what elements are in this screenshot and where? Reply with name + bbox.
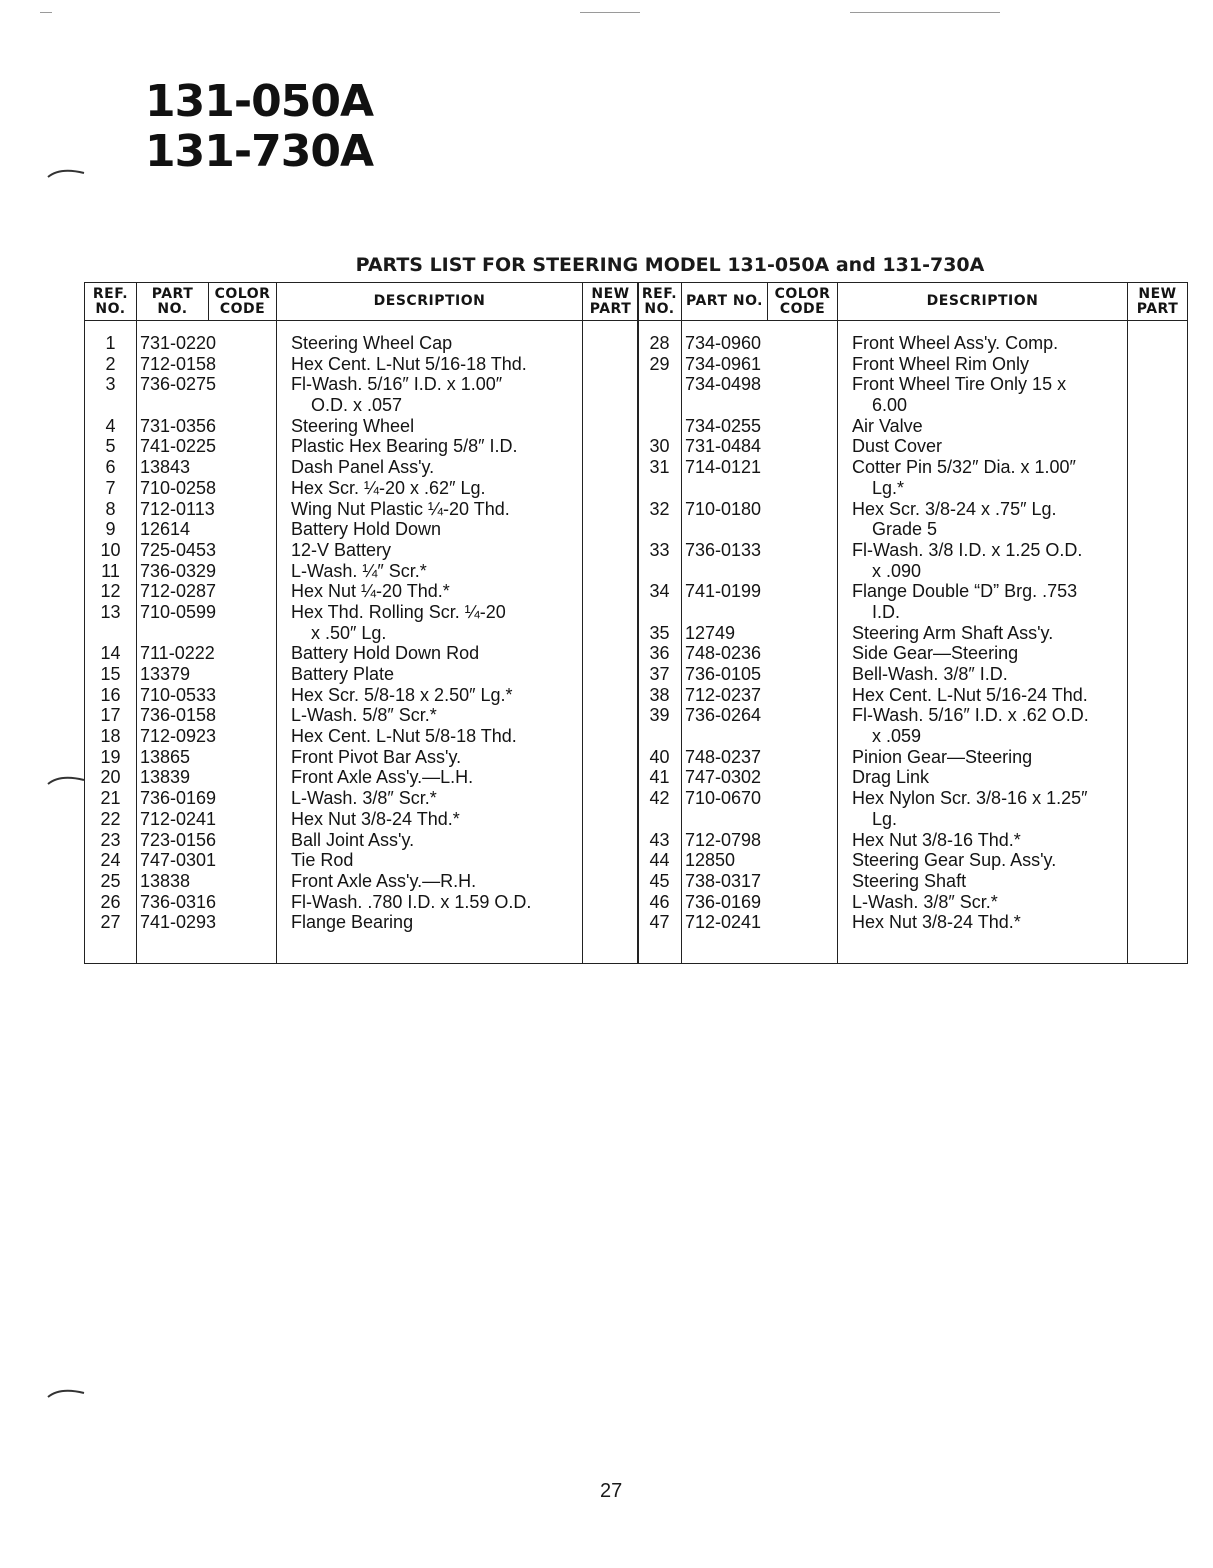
parts-table-left [84, 282, 639, 964]
ref-number [638, 519, 681, 540]
ref-number: 2 [105, 353, 116, 374]
ref-number: 36 [649, 643, 670, 664]
part-description: Steering Wheel [291, 415, 415, 436]
part-number: 734-0498 [685, 374, 762, 395]
part-number [682, 395, 837, 416]
part-number: 711-0222 [140, 643, 215, 664]
part-number: 712-0237 [685, 684, 762, 705]
part-number: 723-0156 [140, 829, 217, 850]
ref-number: 7 [105, 477, 116, 498]
ref-number: 28 [649, 333, 670, 353]
part-number: 734-0960 [685, 333, 762, 353]
part-number: 13838 [140, 870, 191, 891]
ref-number: 44 [649, 850, 670, 871]
ref-number: 47 [649, 912, 670, 933]
part-description: Front Wheel Rim Only [852, 353, 1030, 374]
ref-number: 27 [100, 912, 121, 933]
part-number [682, 726, 837, 747]
part-description: x .090 [872, 560, 922, 581]
page-number: 27 [600, 1480, 623, 1502]
part-description: Front Pivot Bar Ass'y. [291, 746, 462, 767]
header-ref-no: REF. NO. [638, 283, 682, 321]
ref-number: 16 [100, 684, 121, 705]
part-number: 13379 [140, 664, 191, 684]
part-number: 734-0961 [685, 353, 762, 374]
part-description: Battery Hold Down Rod [291, 643, 480, 664]
header-part-no: PART NO. [682, 283, 768, 321]
part-description: Steering Arm Shaft Ass'y. [852, 622, 1054, 643]
part-number: 736-0169 [685, 891, 762, 912]
part-number: 714-0121 [685, 457, 762, 478]
part-description: O.D. x .057 [311, 395, 403, 416]
part-column [137, 321, 277, 964]
header-color-code: COLOR CODE [768, 283, 838, 321]
ref-number: 46 [649, 891, 670, 912]
part-number: 747-0302 [685, 767, 762, 788]
part-number: 710-0670 [685, 788, 762, 809]
part-description: Fl-Wash. 3/8 I.D. x 1.25 O.D. [852, 539, 1083, 560]
part-description: L-Wash. 3/8″ Scr.* [291, 788, 437, 809]
scan-rule [850, 12, 1000, 13]
header-new-part: NEW PART [1128, 283, 1188, 321]
part-description: Side Gear—Steering [852, 643, 1019, 664]
part-description: Tie Rod [291, 850, 354, 871]
ref-number: 43 [649, 829, 670, 850]
part-description: Hex Nut 3/8-24 Thd.* [291, 808, 460, 829]
part-description: Fl-Wash. 5/16″ I.D. x .62 O.D. [852, 705, 1089, 726]
part-number: 731-0356 [140, 415, 217, 436]
description-column [838, 321, 1128, 964]
part-number: 712-0287 [140, 581, 217, 602]
part-description: Front Wheel Tire Only 15 x [852, 374, 1067, 395]
ref-number: 33 [649, 539, 670, 560]
part-description: Grade 5 [872, 519, 938, 540]
ref-number: 42 [649, 788, 670, 809]
ref-number: 5 [105, 436, 116, 457]
part-description: L-Wash. 3/8″ Scr.* [852, 891, 998, 912]
ref-number: 21 [100, 788, 121, 809]
ref-number: 23 [100, 829, 121, 850]
part-number: 712-0923 [140, 726, 217, 747]
ref-number: 31 [649, 457, 670, 478]
header-new-part: NEW PART [583, 283, 639, 321]
ref-number: 6 [105, 457, 116, 478]
ref-number: 12 [100, 581, 121, 602]
ref-number [638, 395, 681, 416]
ref-number: 26 [100, 891, 121, 912]
ref-number: 40 [649, 746, 670, 767]
part-number: 731-0484 [685, 436, 762, 457]
part-description: Hex Scr. 5/8-18 x 2.50″ Lg.* [291, 684, 513, 705]
part-description: Ball Joint Ass'y. [291, 829, 415, 850]
part-number: 736-0105 [685, 664, 762, 684]
part-number: 12749 [685, 622, 736, 643]
part-description: 6.00 [872, 395, 908, 416]
part-number [682, 519, 837, 540]
part-number: 741-0293 [140, 912, 217, 933]
part-number [682, 809, 837, 830]
ref-number [638, 602, 681, 623]
part-description: Lg.* [872, 477, 905, 498]
part-description: Hex Cent. L-Nut 5/8-18 Thd. [291, 726, 517, 747]
ref-number: 18 [100, 726, 121, 747]
part-number: 738-0317 [685, 870, 762, 891]
header-color-code: COLOR CODE [209, 283, 277, 321]
ref-number: 25 [100, 870, 121, 891]
ref-number [638, 726, 681, 747]
part-description: Steering Shaft [852, 870, 967, 891]
part-number: 736-0275 [140, 374, 217, 395]
part-number: 710-0180 [685, 498, 762, 519]
part-description: Drag Link [852, 767, 930, 788]
part-description: Fl-Wash. .780 I.D. x 1.59 O.D. [291, 891, 532, 912]
ref-column [85, 321, 137, 964]
part-description: Front Axle Ass'y.—R.H. [291, 870, 477, 891]
ref-number [638, 478, 681, 499]
part-description: Bell-Wash. 3/8″ I.D. [852, 664, 1008, 684]
ref-number [638, 561, 681, 582]
ref-number: 22 [100, 808, 121, 829]
part-number: 725-0453 [140, 539, 217, 560]
ref-number: 15 [100, 664, 121, 684]
part-description: Hex Nylon Scr. 3/8-16 x 1.25″ [852, 788, 1088, 809]
ref-number: 39 [649, 705, 670, 726]
ref-number: 30 [649, 436, 670, 457]
ref-number: 4 [105, 415, 116, 436]
part-description: Front Wheel Ass'y. Comp. [852, 333, 1059, 353]
part-number: 736-0133 [685, 539, 762, 560]
model-number: 131-730A [145, 126, 374, 177]
part-description: Lg. [872, 808, 898, 829]
ref-number: 10 [100, 539, 121, 560]
part-description: Battery Plate [291, 664, 395, 684]
ref-number: 35 [649, 622, 670, 643]
ref-number [638, 374, 681, 395]
part-number: 712-0241 [685, 912, 762, 933]
hole-punch-mark [46, 1385, 86, 1399]
ref-number: 24 [100, 850, 121, 871]
part-number [682, 478, 837, 499]
part-description: Hex Cent. L-Nut 5/16-18 Thd. [291, 353, 527, 374]
hole-punch-mark [46, 772, 86, 786]
part-number: 712-0158 [140, 353, 217, 374]
ref-number: 13 [100, 601, 121, 622]
header-ref-no: REF. NO. [85, 283, 137, 321]
part-description: I.D. [872, 601, 901, 622]
new-part-column [583, 321, 639, 964]
scan-rule [580, 12, 640, 13]
ref-column [638, 321, 682, 964]
part-number: 741-0199 [685, 581, 762, 602]
part-number: 712-0798 [685, 829, 762, 850]
scan-rule [40, 12, 52, 13]
part-number: 731-0220 [140, 333, 217, 353]
part-description: Fl-Wash. 5/16″ I.D. x 1.00″ [291, 374, 503, 395]
ref-number: 41 [649, 767, 670, 788]
part-number: 748-0237 [685, 746, 762, 767]
part-description: 12-V Battery [291, 539, 392, 560]
part-description: Flange Bearing [291, 912, 414, 933]
ref-number [638, 809, 681, 830]
ref-number: 3 [105, 374, 116, 395]
part-number: 12850 [685, 850, 736, 871]
part-number: 734-0255 [685, 415, 762, 436]
ref-number: 45 [649, 870, 670, 891]
part-number [137, 395, 276, 416]
part-description: Flange Double “D” Brg. .753 [852, 581, 1078, 602]
part-description: Cotter Pin 5/32″ Dia. x 1.00″ [852, 457, 1076, 478]
part-number: 710-0258 [140, 477, 217, 498]
ref-number [85, 395, 136, 416]
ref-number: 19 [100, 746, 121, 767]
part-number: 13865 [140, 746, 191, 767]
part-description: L-Wash. ¼″ Scr.* [291, 560, 427, 581]
part-number: 710-0599 [140, 601, 217, 622]
description-column [277, 321, 583, 964]
ref-number: 38 [649, 684, 670, 705]
part-number: 736-0264 [685, 705, 762, 726]
part-number: 13843 [140, 457, 191, 478]
part-description: Front Axle Ass'y.—L.H. [291, 767, 474, 788]
part-number: 736-0316 [140, 891, 217, 912]
part-description: Battery Hold Down [291, 519, 442, 540]
part-description: x .059 [872, 726, 922, 747]
header-description: DESCRIPTION [277, 283, 583, 321]
part-description: Pinion Gear—Steering [852, 746, 1033, 767]
ref-number: 8 [105, 498, 116, 519]
ref-number: 37 [649, 664, 670, 684]
part-description: Steering Gear Sup. Ass'y. [852, 850, 1057, 871]
part-number [682, 602, 837, 623]
ref-number: 11 [101, 560, 120, 581]
ref-number: 34 [649, 581, 670, 602]
part-description: Hex Thd. Rolling Scr. ¼-20 [291, 601, 506, 622]
parts-table-right [637, 282, 1188, 964]
part-description: L-Wash. 5/8″ Scr.* [291, 705, 437, 726]
part-description: Hex Scr. 3/8-24 x .75″ Lg. [852, 498, 1057, 519]
part-number: 747-0301 [140, 850, 217, 871]
part-description: Steering Wheel Cap [291, 333, 453, 353]
ref-number: 17 [100, 705, 121, 726]
ref-number: 32 [649, 498, 670, 519]
part-number [137, 623, 276, 644]
part-number: 12614 [140, 519, 191, 540]
part-number: 741-0225 [140, 436, 217, 457]
new-part-column [1128, 321, 1188, 964]
part-description: Hex Nut ¼-20 Thd.* [291, 581, 450, 602]
header-part-no: PART NO. [137, 283, 209, 321]
part-number: 748-0236 [685, 643, 762, 664]
ref-number [85, 623, 136, 644]
ref-number [638, 416, 681, 437]
part-number: 736-0169 [140, 788, 217, 809]
parts-list-title: PARTS LIST FOR STEERING MODEL 131-050A and 131-730A [355, 254, 985, 276]
ref-number: 9 [105, 519, 116, 540]
ref-number: 1 [105, 333, 116, 353]
part-description: Hex Nut 3/8-16 Thd.* [852, 829, 1021, 850]
model-number: 131-050A [145, 76, 374, 127]
part-description: Wing Nut Plastic ¼-20 Thd. [291, 498, 510, 519]
part-column [682, 321, 838, 964]
part-number: 710-0533 [140, 684, 217, 705]
part-description: Hex Cent. L-Nut 5/16-24 Thd. [852, 684, 1088, 705]
part-description: x .50″ Lg. [311, 622, 387, 643]
ref-number: 14 [100, 643, 121, 664]
part-number: 712-0113 [140, 498, 215, 519]
part-number: 13839 [140, 767, 191, 788]
part-description: Air Valve [852, 415, 923, 436]
part-number [682, 561, 837, 582]
hole-punch-mark [46, 165, 86, 179]
part-description: Plastic Hex Bearing 5/8″ I.D. [291, 436, 518, 457]
ref-number: 29 [649, 353, 670, 374]
part-number: 736-0158 [140, 705, 217, 726]
part-description: Dust Cover [852, 436, 943, 457]
part-description: Dash Panel Ass'y. [291, 457, 435, 478]
part-description: Hex Nut 3/8-24 Thd.* [852, 912, 1021, 933]
part-number: 736-0329 [140, 560, 217, 581]
part-number: 712-0241 [140, 808, 217, 829]
ref-number: 20 [100, 767, 121, 788]
header-description: DESCRIPTION [838, 283, 1128, 321]
part-description: Hex Scr. ¼-20 x .62″ Lg. [291, 477, 486, 498]
